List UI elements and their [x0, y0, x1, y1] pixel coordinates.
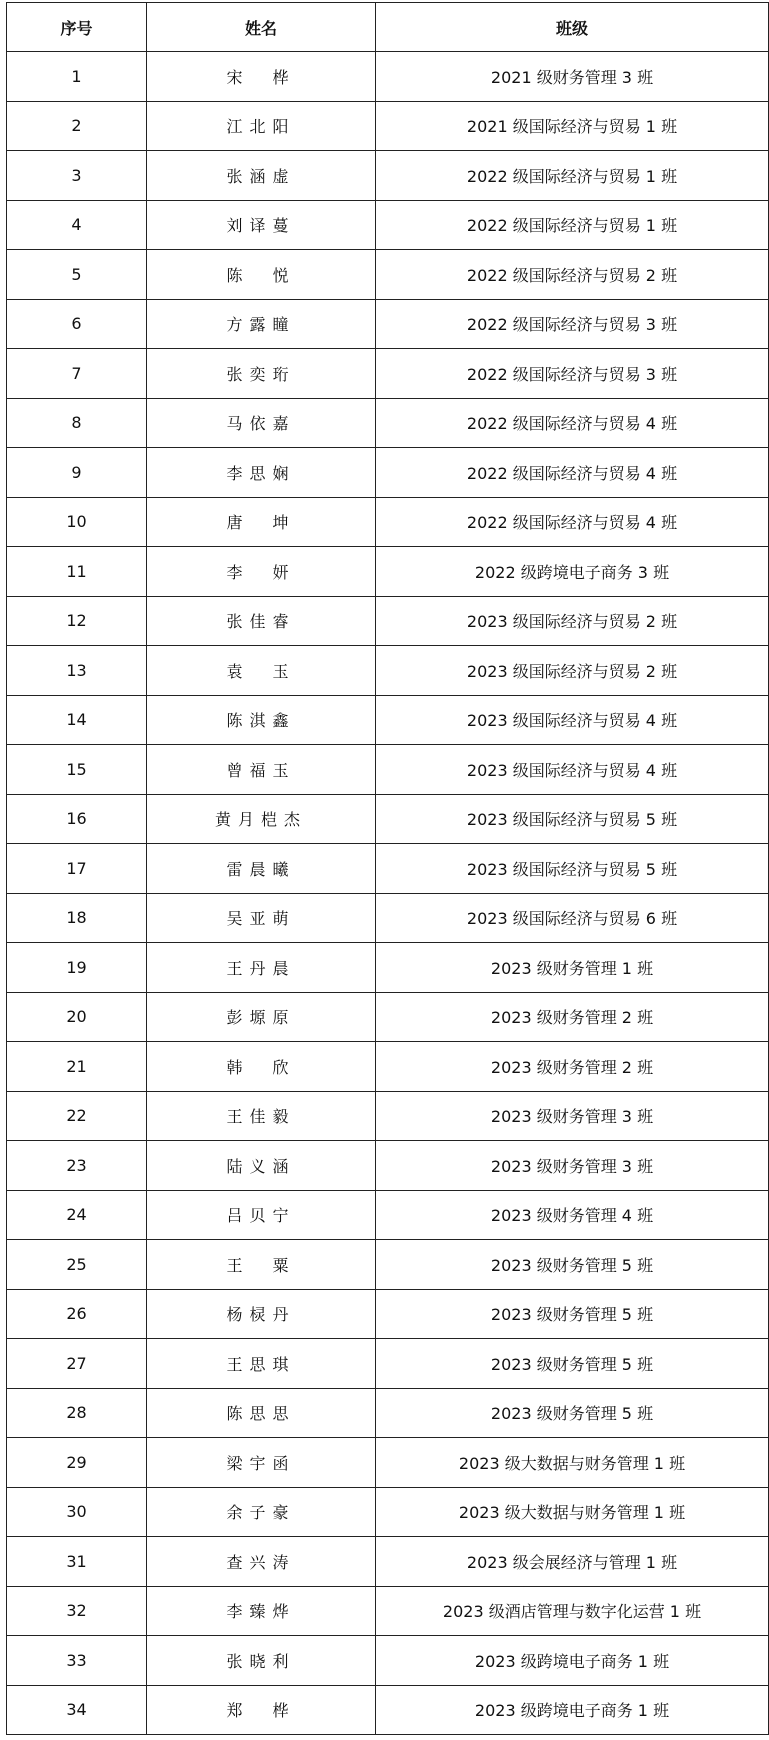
class-cell: 2023 级国际经济与贸易 2 班 [376, 646, 769, 696]
student-name-cell: 张佳睿 [147, 596, 376, 646]
table-row [7, 1190, 769, 1240]
student-name-cell: 郑 桦 [147, 1685, 376, 1735]
student-name-cell: 江北阳 [147, 101, 376, 151]
serial-number-cell: 34 [7, 1685, 147, 1735]
class-cell: 2023 级跨境电子商务 1 班 [376, 1685, 769, 1735]
class-cell: 2023 级国际经济与贸易 5 班 [376, 794, 769, 844]
class-cell: 2022 级国际经济与贸易 2 班 [376, 250, 769, 300]
class-cell: 2023 级财务管理 5 班 [376, 1240, 769, 1290]
student-name-cell: 李臻烨 [147, 1586, 376, 1636]
table-row [7, 1141, 769, 1191]
student-name-cell: 张晓利 [147, 1636, 376, 1686]
serial-number-cell: 29 [7, 1438, 147, 1488]
serial-number-cell: 21 [7, 1042, 147, 1092]
class-cell: 2023 级跨境电子商务 1 班 [376, 1636, 769, 1686]
class-cell: 2023 级国际经济与贸易 5 班 [376, 844, 769, 894]
table-row [7, 299, 769, 349]
student-name-cell: 曾福玉 [147, 745, 376, 795]
table-body [7, 52, 769, 1735]
table-row [7, 497, 769, 547]
serial-number-cell: 1 [7, 52, 147, 102]
serial-number-cell: 2 [7, 101, 147, 151]
student-name-cell: 唐 坤 [147, 497, 376, 547]
student-name-cell: 陈淇鑫 [147, 695, 376, 745]
serial-number-cell: 3 [7, 151, 147, 201]
table-row [7, 695, 769, 745]
table-row [7, 893, 769, 943]
serial-number-cell: 11 [7, 547, 147, 597]
table-row [7, 844, 769, 894]
class-cell: 2023 级财务管理 2 班 [376, 1042, 769, 1092]
serial-number-cell: 20 [7, 992, 147, 1042]
student-name-cell: 王丹晨 [147, 943, 376, 993]
student-name-cell: 张涵虚 [147, 151, 376, 201]
student-name-cell: 陆义涵 [147, 1141, 376, 1191]
serial-number-cell: 7 [7, 349, 147, 399]
class-cell: 2022 级跨境电子商务 3 班 [376, 547, 769, 597]
student-name-cell: 陈 悦 [147, 250, 376, 300]
table-row [7, 646, 769, 696]
student-name-cell: 杨棂丹 [147, 1289, 376, 1339]
class-cell: 2023 级国际经济与贸易 2 班 [376, 596, 769, 646]
serial-number-cell: 16 [7, 794, 147, 844]
student-name-cell: 李思娴 [147, 448, 376, 498]
class-cell: 2023 级大数据与财务管理 1 班 [376, 1487, 769, 1537]
table-row [7, 943, 769, 993]
class-cell: 2022 级国际经济与贸易 3 班 [376, 299, 769, 349]
serial-number-cell: 22 [7, 1091, 147, 1141]
table-row [7, 1685, 769, 1735]
student-name-cell: 王佳毅 [147, 1091, 376, 1141]
header-row [7, 3, 769, 52]
student-name-cell: 陈思思 [147, 1388, 376, 1438]
student-name-cell: 查兴涛 [147, 1537, 376, 1587]
table-row [7, 1289, 769, 1339]
table-row [7, 1091, 769, 1141]
student-name-cell: 彭塬原 [147, 992, 376, 1042]
class-cell: 2023 级财务管理 4 班 [376, 1190, 769, 1240]
table-row [7, 1339, 769, 1389]
serial-number-cell: 33 [7, 1636, 147, 1686]
class-cell: 2023 级财务管理 3 班 [376, 1091, 769, 1141]
table-header [7, 3, 769, 52]
student-name-cell: 张奕珩 [147, 349, 376, 399]
class-cell: 2023 级大数据与财务管理 1 班 [376, 1438, 769, 1488]
class-cell: 2023 级财务管理 1 班 [376, 943, 769, 993]
serial-number-cell: 27 [7, 1339, 147, 1389]
class-cell: 2021 级国际经济与贸易 1 班 [376, 101, 769, 151]
serial-number-cell: 30 [7, 1487, 147, 1537]
class-cell: 2023 级会展经济与管理 1 班 [376, 1537, 769, 1587]
student-name-cell: 马依嘉 [147, 398, 376, 448]
serial-number-cell: 23 [7, 1141, 147, 1191]
student-name-cell: 刘译蔓 [147, 200, 376, 250]
class-cell: 2023 级财务管理 5 班 [376, 1339, 769, 1389]
serial-number-cell: 12 [7, 596, 147, 646]
table-row [7, 250, 769, 300]
student-name-cell: 黄月桤杰 [147, 794, 376, 844]
header-name: 姓名 [147, 3, 376, 52]
table-row [7, 547, 769, 597]
class-cell: 2022 级国际经济与贸易 3 班 [376, 349, 769, 399]
header-serial-number: 序号 [7, 3, 147, 52]
table-row [7, 1636, 769, 1686]
table-row [7, 745, 769, 795]
student-roster-table [6, 2, 769, 1735]
table-row [7, 1537, 769, 1587]
serial-number-cell: 17 [7, 844, 147, 894]
table-row [7, 151, 769, 201]
serial-number-cell: 10 [7, 497, 147, 547]
table-row [7, 1042, 769, 1092]
table-row [7, 1240, 769, 1290]
student-name-cell: 李 妍 [147, 547, 376, 597]
serial-number-cell: 32 [7, 1586, 147, 1636]
serial-number-cell: 26 [7, 1289, 147, 1339]
table-row [7, 200, 769, 250]
student-name-cell: 吴亚萌 [147, 893, 376, 943]
header-class: 班级 [376, 3, 769, 52]
serial-number-cell: 8 [7, 398, 147, 448]
student-name-cell: 王思琪 [147, 1339, 376, 1389]
student-name-cell: 袁 玉 [147, 646, 376, 696]
class-cell: 2022 级国际经济与贸易 1 班 [376, 200, 769, 250]
table-row [7, 101, 769, 151]
serial-number-cell: 5 [7, 250, 147, 300]
class-cell: 2022 级国际经济与贸易 4 班 [376, 398, 769, 448]
class-cell: 2023 级财务管理 3 班 [376, 1141, 769, 1191]
student-name-cell: 宋 桦 [147, 52, 376, 102]
serial-number-cell: 24 [7, 1190, 147, 1240]
serial-number-cell: 14 [7, 695, 147, 745]
student-name-cell: 余子豪 [147, 1487, 376, 1537]
student-name-cell: 王 粟 [147, 1240, 376, 1290]
serial-number-cell: 19 [7, 943, 147, 993]
serial-number-cell: 31 [7, 1537, 147, 1587]
table-row [7, 448, 769, 498]
class-cell: 2022 级国际经济与贸易 4 班 [376, 497, 769, 547]
table-row [7, 349, 769, 399]
student-name-cell: 梁宇函 [147, 1438, 376, 1488]
student-name-cell: 方露瞳 [147, 299, 376, 349]
serial-number-cell: 25 [7, 1240, 147, 1290]
table-row [7, 596, 769, 646]
student-name-cell: 吕贝宁 [147, 1190, 376, 1240]
table-row [7, 1586, 769, 1636]
class-cell: 2022 级国际经济与贸易 1 班 [376, 151, 769, 201]
table-row [7, 1388, 769, 1438]
class-cell: 2023 级财务管理 5 班 [376, 1289, 769, 1339]
class-cell: 2023 级国际经济与贸易 4 班 [376, 745, 769, 795]
student-name-cell: 韩 欣 [147, 1042, 376, 1092]
table-row [7, 1487, 769, 1537]
class-cell: 2021 级财务管理 3 班 [376, 52, 769, 102]
table-row [7, 992, 769, 1042]
serial-number-cell: 18 [7, 893, 147, 943]
serial-number-cell: 4 [7, 200, 147, 250]
serial-number-cell: 9 [7, 448, 147, 498]
serial-number-cell: 13 [7, 646, 147, 696]
serial-number-cell: 15 [7, 745, 147, 795]
class-cell: 2022 级国际经济与贸易 4 班 [376, 448, 769, 498]
serial-number-cell: 28 [7, 1388, 147, 1438]
class-cell: 2023 级酒店管理与数字化运营 1 班 [376, 1586, 769, 1636]
class-cell: 2023 级国际经济与贸易 6 班 [376, 893, 769, 943]
class-cell: 2023 级财务管理 5 班 [376, 1388, 769, 1438]
class-cell: 2023 级国际经济与贸易 4 班 [376, 695, 769, 745]
table-row [7, 398, 769, 448]
table-row [7, 794, 769, 844]
table-row [7, 52, 769, 102]
table-row [7, 1438, 769, 1488]
class-cell: 2023 级财务管理 2 班 [376, 992, 769, 1042]
student-name-cell: 雷晨曦 [147, 844, 376, 894]
serial-number-cell: 6 [7, 299, 147, 349]
